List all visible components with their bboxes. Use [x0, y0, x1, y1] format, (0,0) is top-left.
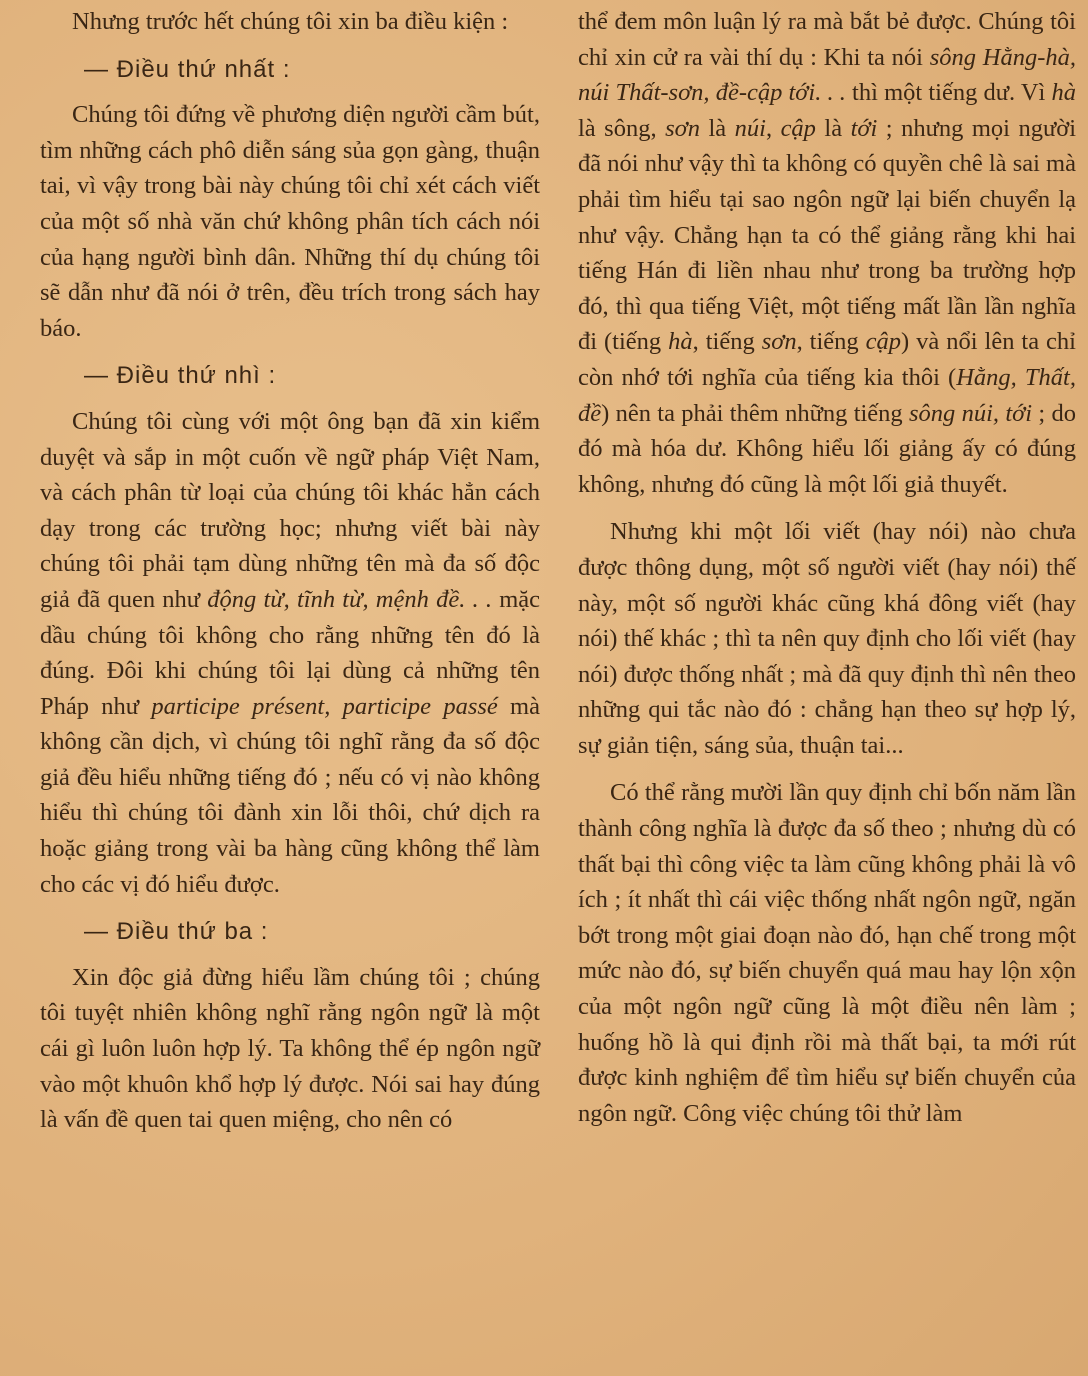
text-run: là	[815, 114, 851, 142]
italic-term-fr: participe présent, participe passé	[151, 692, 498, 720]
section-heading-second: — Điều thứ nhì :	[84, 362, 277, 390]
italic-word: sông núi, tới	[909, 399, 1033, 427]
italic-example: sông Hằng-hà, núi Thất-sơn, đề-cập tới. . .	[578, 43, 1076, 107]
italic-word: hà	[668, 328, 693, 356]
text-run: thể đem môn luận lý ra mà bắt bẻ được. Chúng tôi chỉ xin cử ra vài thí dụ : Khi ta nói	[578, 8, 1076, 71]
italic-word: hà	[1051, 79, 1076, 107]
text-run: thì một tiếng dư. Vì	[845, 79, 1052, 107]
paragraph-success-rate: Có thể rằng mười lần quy định chỉ bốn năm lần thành công nghĩa là được đa số theo ; nhưng dù có thất bại thì công việc ta làm cũng không phải là vô ích ; ít nhất thì cái việc thống nhất ngôn ngữ, ngăn bớt trong một giai đoạn nào đó, hạn chế trong một mức nào đó, sự biến chuyển quá mau hay lộn xộn của một ngôn ngữ cũng là một điều nên làm ; huống hồ là qui định rồi mà thất bại, ta mới rút được kinh nghiệm để tìm hiểu sự biến chuyển của ngôn ngữ. Công việc chúng tôi thử làm	[578, 779, 1076, 1127]
text-run: ; do đó mà hóa dư. Không hiểu lối giảng ấy có đúng không, nhưng đó cũng là một lối giả thuyết.	[578, 399, 1077, 498]
right-column	[578, 4, 1076, 1131]
section-heading-first: — Điều thứ nhất :	[84, 55, 291, 83]
left-column	[40, 4, 540, 1138]
text-run: Chúng tôi cùng với một ông bạn đã xin kiểm duyệt và sắp in một cuốn về ngữ pháp Việt Nam, và cách phân từ loại của chúng tôi khác hẳn cách dạy trong các trường học; nhưng viết bài này chúng tôi phải tạm dùng những tên mà đa số độc giả đã quen như	[40, 407, 540, 613]
text-run: là sông,	[578, 114, 666, 142]
italic-word: cập	[865, 328, 902, 356]
text-run: mà không cần dịch, vì chúng tôi nghĩ rằng đa số độc giả đều hiểu những tiếng đó ; nếu có vị nào không hiểu thì chúng tôi đành xin lỗi thôi, chứ dịch ra hoặc giảng trong vài ba hàng cũng không thể làm cho các vị đó hiểu được.	[40, 692, 540, 898]
text-run: , tiếng	[796, 328, 866, 356]
paragraph-standardization: Nhưng khi một lối viết (hay nói) nào chưa được thông dụng, một số người viết (hay nói) thế này, một số người khác cũng khá đông viết (hay nói) thế khác ; thì ta nên quy định cho lối viết (hay nói) được thống nhất ; mà đã quy định thì nên theo những qui tắc nào đó : chẳng hạn theo sự hợp lý, sự giản tiện, sáng sủa, thuận tai...	[578, 518, 1076, 759]
italic-word: núi	[734, 114, 766, 142]
intro-paragraph: Nhưng trước hết chúng tôi xin ba điều kiện :	[72, 8, 509, 35]
text-run: mặc dầu chúng tôi không cho rằng những tên đó là đúng. Đôi khi chúng tôi lại dùng cả những tên Pháp như	[40, 585, 540, 720]
italic-word: Hằng, Thất, đề	[578, 363, 1076, 427]
italic-word: sơn	[665, 114, 700, 142]
paragraph-third-condition: Xin độc giả đừng hiểu lầm chúng tôi ; chúng tôi tuyệt nhiên không nghĩ rằng ngôn ngữ là một cái gì luôn luôn hợp lý. Ta không thể ép ngôn ngữ vào một khuôn khổ hợp lý được. Nói sai hay đúng là vấn đề quen tai quen miệng, cho nên có	[40, 963, 540, 1134]
text-run: ) và nổi lên ta chỉ còn nhớ tới nghĩa của tiếng kia thôi (	[578, 328, 1076, 391]
italic-term-vn: động từ, tĩnh từ, mệnh đề. . .	[207, 585, 492, 613]
paragraph-second-condition	[40, 404, 540, 902]
text-run: , tiếng	[692, 328, 762, 356]
italic-word: sơn	[761, 328, 797, 356]
italic-word: tới	[850, 114, 878, 142]
text-run: ,	[765, 114, 781, 142]
paragraph-continued	[578, 4, 1076, 502]
paragraph-first-condition: Chúng tôi đứng về phương diện người cầm bút, tìm những cách phô diễn sáng sủa gọn gàng, thuận tai, vì vậy trong bài này chúng tôi chỉ xét cách viết của một số nhà văn chứ không phân tích cách nói của hạng người bình dân. Những thí dụ chúng tôi sẽ dẫn như đã nói ở trên, đều trích trong sách hay báo.	[40, 101, 540, 342]
italic-word: cập	[780, 114, 816, 142]
text-run: là	[699, 114, 735, 142]
text-run: ; nhưng mọi người đã nói như vậy thì ta không có quyền chê là sai mà phải tìm hiểu tại sao ngôn ngữ lại biến chuyển lạ như vậy. Chẳng hạn ta có thể giảng rằng khi hai tiếng Hán đi liền nhau như trong ba trường hợp đó, thì qua tiếng Việt, một tiếng mất lần lần nghĩa đi (tiếng	[578, 114, 1077, 356]
text-run: ) nên ta phải thêm những tiếng	[601, 399, 910, 427]
section-heading-third: — Điều thứ ba :	[84, 918, 269, 946]
